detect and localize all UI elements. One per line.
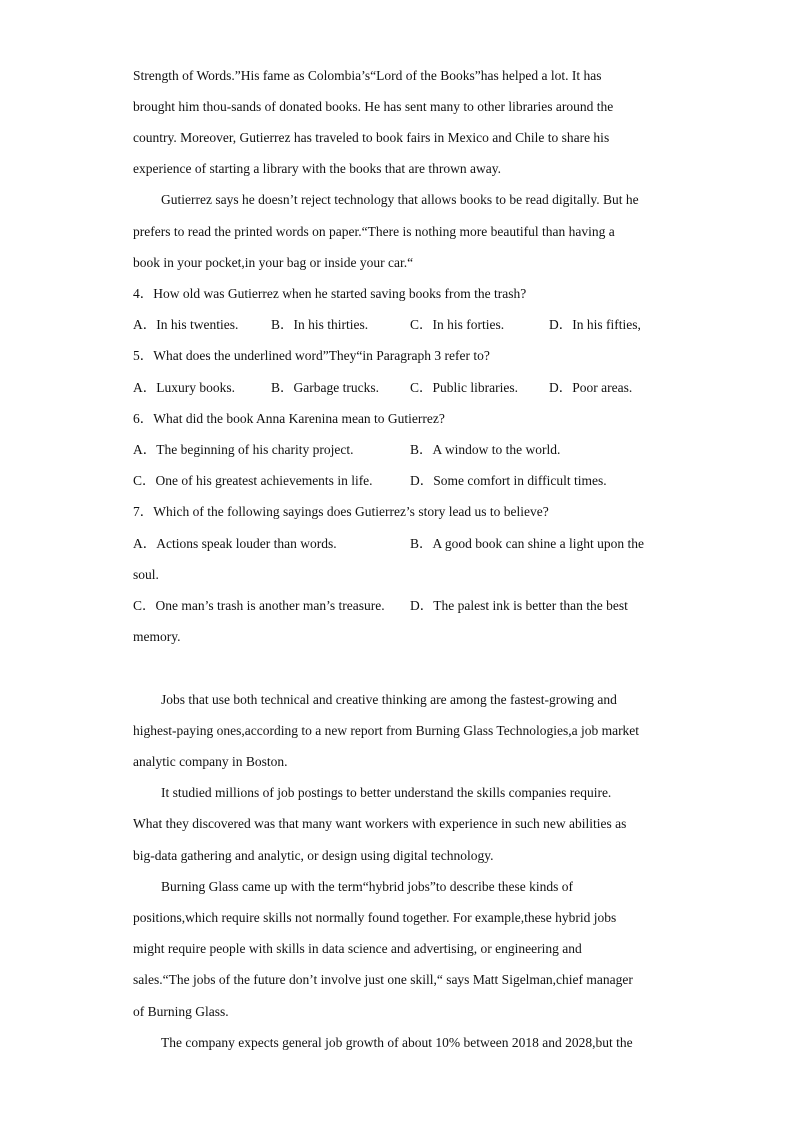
passage1-line-2: brought him thou-sands of donated books. He has sent many to other libraries around the	[133, 99, 614, 114]
question-7-option-b: B．A good book can shine a light upon the	[410, 536, 644, 551]
question-6-option-c: C．One of his greatest achievements in life.	[133, 473, 373, 488]
question-6-stem: 6．What did the book Anna Karenina mean to Gutierrez?	[133, 411, 445, 426]
passage1-line-3: country. Moreover, Gutierrez has traveled to book fairs in Mexico and Chile to share his	[133, 130, 610, 145]
question-7-option-a: A．Actions speak louder than words.	[133, 536, 337, 551]
question-7-option-b-continued: soul.	[133, 567, 159, 582]
passage2-line-6: big-data gathering and analytic, or design using digital technology.	[133, 848, 494, 863]
question-5-option-a: A．Luxury books.	[133, 380, 235, 395]
passage2-line-12: The company expects general job growth of about 10% between 2018 and 2028,but the	[161, 1035, 633, 1050]
passage1-line-1: Strength of Words.”His fame as Colombia’s“Lord of the Books”has helped a lot. It has	[133, 68, 602, 83]
passage2-line-11: of Burning Glass.	[133, 1004, 229, 1019]
question-6-option-d: D．Some comfort in difficult times.	[410, 473, 607, 488]
question-5-option-d: D．Poor areas.	[549, 380, 633, 395]
question-4-option-b: B．In his thirties.	[271, 317, 369, 332]
question-4-option-a: A．In his twenties.	[133, 317, 239, 332]
question-7-stem: 7．Which of the following sayings does Gutierrez’s story lead us to believe?	[133, 504, 549, 519]
passage2-line-1: Jobs that use both technical and creative thinking are among the fastest-growing and	[161, 692, 617, 707]
question-7-option-d: D．The palest ink is better than the best	[410, 598, 628, 613]
passage1-line-6: prefers to read the printed words on paper.“There is nothing more beautiful than having a	[133, 224, 615, 239]
passage1-line-7: book in your pocket,in your bag or inside your car.“	[133, 255, 414, 270]
question-4-stem: 4．How old was Gutierrez when he started saving books from the trash?	[133, 286, 527, 301]
passage1-line-4: experience of starting a library with the books that are thrown away.	[133, 161, 501, 176]
passage2-line-5: What they discovered was that many want workers with experience in such new abilities as	[133, 816, 627, 831]
question-7-option-d-continued: memory.	[133, 629, 181, 644]
question-5-stem: 5．What does the underlined word”They“in Paragraph 3 refer to?	[133, 348, 490, 363]
question-7-option-c: C．One man’s trash is another man’s treasure.	[133, 598, 385, 613]
question-5-option-c: C．Public libraries.	[410, 380, 518, 395]
passage2-line-9: might require people with skills in data science and advertising, or engineering and	[133, 941, 582, 956]
passage1-line-5: Gutierrez says he doesn’t reject technology that allows books to be read digitally. But he	[161, 192, 639, 207]
question-5-option-b: B．Garbage trucks.	[271, 380, 379, 395]
question-4-option-c: C．In his forties.	[410, 317, 505, 332]
passage2-line-2: highest-paying ones,according to a new report from Burning Glass Technologies,a job market	[133, 723, 640, 738]
passage2-line-10: sales.“The jobs of the future don’t involve just one skill,“ says Matt Sigelman,chief manager	[133, 972, 633, 987]
question-6-option-a: A．The beginning of his charity project.	[133, 442, 354, 457]
question-4-option-d: D．In his fifties,	[549, 317, 641, 332]
passage2-line-7: Burning Glass came up with the term“hybrid jobs”to describe these kinds of	[161, 879, 574, 894]
passage2-line-8: positions,which require skills not normally found together. For example,these hybrid jobs	[133, 910, 617, 925]
passage2-line-3: analytic company in Boston.	[133, 754, 288, 769]
question-6-option-b: B．A window to the world.	[410, 442, 561, 457]
passage2-line-4: It studied millions of job postings to better understand the skills companies require.	[161, 785, 612, 800]
